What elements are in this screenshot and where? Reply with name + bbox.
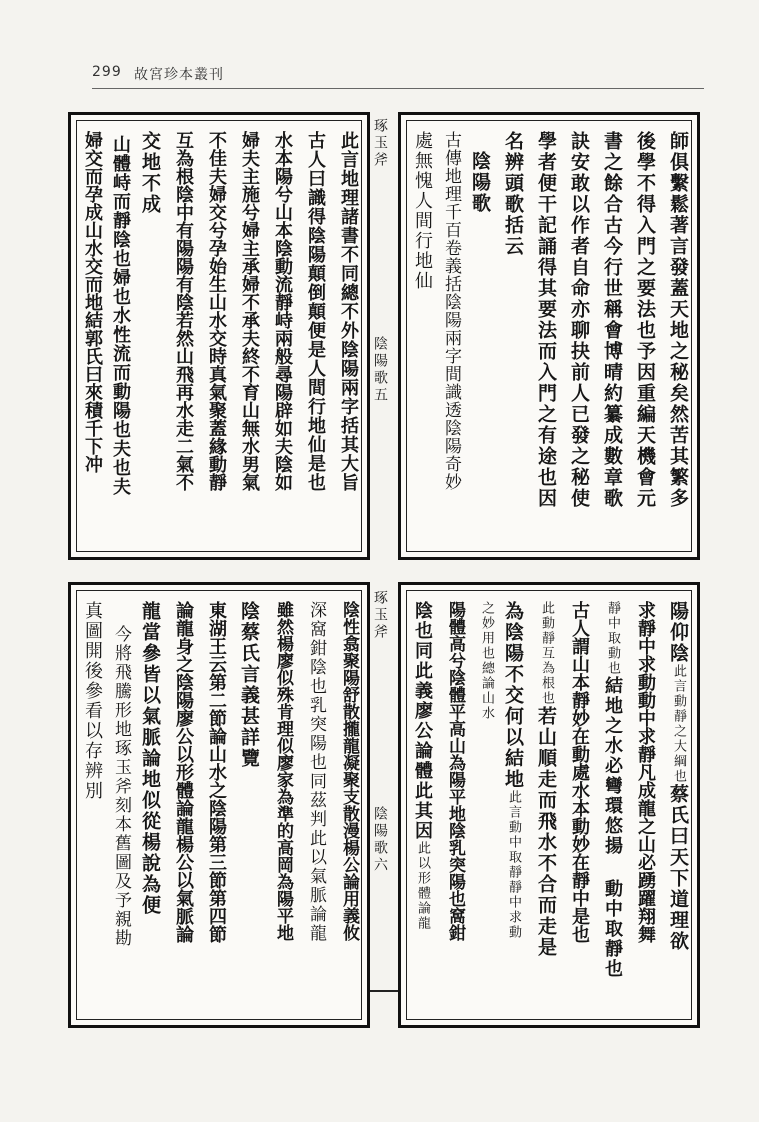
text-column: 互為根陰中有陽陽有陰若然山飛再水走二氣不	[173, 131, 194, 491]
text-column: 古人謂山本靜妙在動處水本動妙在靜中是也	[569, 601, 590, 943]
text-column: 雖然楊廖似殊肯理似廖家為準的高岡為陽平地	[273, 601, 293, 941]
text-column: 陽仰陰此言動靜之大綱也蔡氏曰天下道理欲	[667, 601, 689, 952]
text-column: 求靜中求動動中求靜凡成龍之山必踴躍翔舞	[635, 601, 656, 943]
text-column: 書之餘合古今行世稱會博晴約纂成數章歌	[601, 131, 623, 509]
bottom-left-panel	[68, 582, 370, 1028]
text-column: 真圖開後參看以存辨別	[82, 601, 103, 801]
text-column: 東湖王云第二節論山水之陰陽第三節第四節	[206, 601, 227, 943]
top-right-panel	[398, 112, 700, 560]
book-title: 故宮珍本叢刊	[134, 67, 224, 83]
text-column: 龍當參皆以氣脈論地似從楊說為便	[139, 601, 161, 916]
gutter-section: 陰陽歌六	[372, 806, 388, 874]
text-column: 陰蔡氏言義甚詳覽	[238, 601, 260, 769]
gutter-section: 陰陽歌五	[372, 336, 388, 404]
page-number: 299	[92, 64, 122, 80]
text-column: 婦夫主施兮婦主承婦不承夫終不育山無水男氣	[239, 131, 260, 491]
gutter-title: 琢玉斧	[372, 118, 388, 169]
text-column: 此言地理諸書不同總不外陰陽兩字括其大旨	[338, 131, 359, 492]
text-column: 之妙用也總論山水	[479, 601, 494, 721]
text-column: 婦交而孕成山水交而地結郭氏曰來積千下冲	[82, 131, 103, 473]
text-column: 學者便干記誦得其要法而入門之有途也因	[535, 131, 557, 509]
text-column: 論龍身之陰陽廖公以形體論龍楊公以氣脈論	[173, 601, 194, 943]
text-column: 靜中取動也結地之水必彎環悠揚 動中取靜也	[602, 601, 623, 979]
text-column: 水本陽兮山本陰動流靜峙兩般尋陽辟如夫陰如	[272, 131, 293, 491]
gutter-rule	[370, 990, 398, 992]
section-heading: 陰陽歌	[469, 151, 491, 214]
text-column: 為陰陽不交何以結地此言動中取靜靜中求動	[502, 601, 524, 940]
text-column: 陰也同此義廖公論體此其因此以形體論龍	[412, 601, 433, 931]
text-column: 陽體高兮陰體平高山為陽平地陰乳突陽也窩鉗	[445, 601, 465, 941]
text-column: 陰性翕聚陽舒散攏龍凝聚支散漫楊公論用義攸	[339, 601, 359, 941]
text-column: 古傳地理千百卷義括陰陽兩字間識透陰陽奇妙	[441, 131, 461, 491]
text-column: 訣安敢以作者自命亦聊抉前人已發之秘使	[568, 131, 590, 509]
text-column: 深窩鉗陰也乳突陽也同茲判此以氣脈論龍	[306, 601, 326, 943]
text-column: 此動靜互為根也若山順走而飛水不合而走是	[535, 601, 557, 958]
text-column: 古人曰識得陰陽顛倒顛便是人間行地仙是也	[305, 131, 326, 492]
gutter-title: 琢玉斧	[372, 590, 388, 641]
text-column: 今將飛騰形地琢玉斧刻本舊圖及予親勘	[111, 625, 131, 948]
text-column: 後學不得入門之要法也予因重編天機會元	[634, 131, 656, 509]
bottom-right-panel	[398, 582, 700, 1028]
text-column: 不佳夫婦交兮孕始生山水交時真氣聚蓋緣動靜	[206, 131, 227, 491]
text-column: 師俱繫鬆著言發蓋天地之秘矣然苦其繁多	[667, 131, 689, 509]
text-column: 處無愧人間行地仙	[412, 131, 433, 291]
header-rule	[92, 88, 704, 89]
text-column: 名辨頭歌括云	[502, 131, 524, 257]
text-column: 山體峙而靜陰也婦也水性流而動陽也夫也夫	[110, 135, 131, 496]
page-header	[92, 64, 702, 86]
top-left-panel	[68, 112, 370, 560]
text-column: 交地不成	[139, 131, 161, 215]
